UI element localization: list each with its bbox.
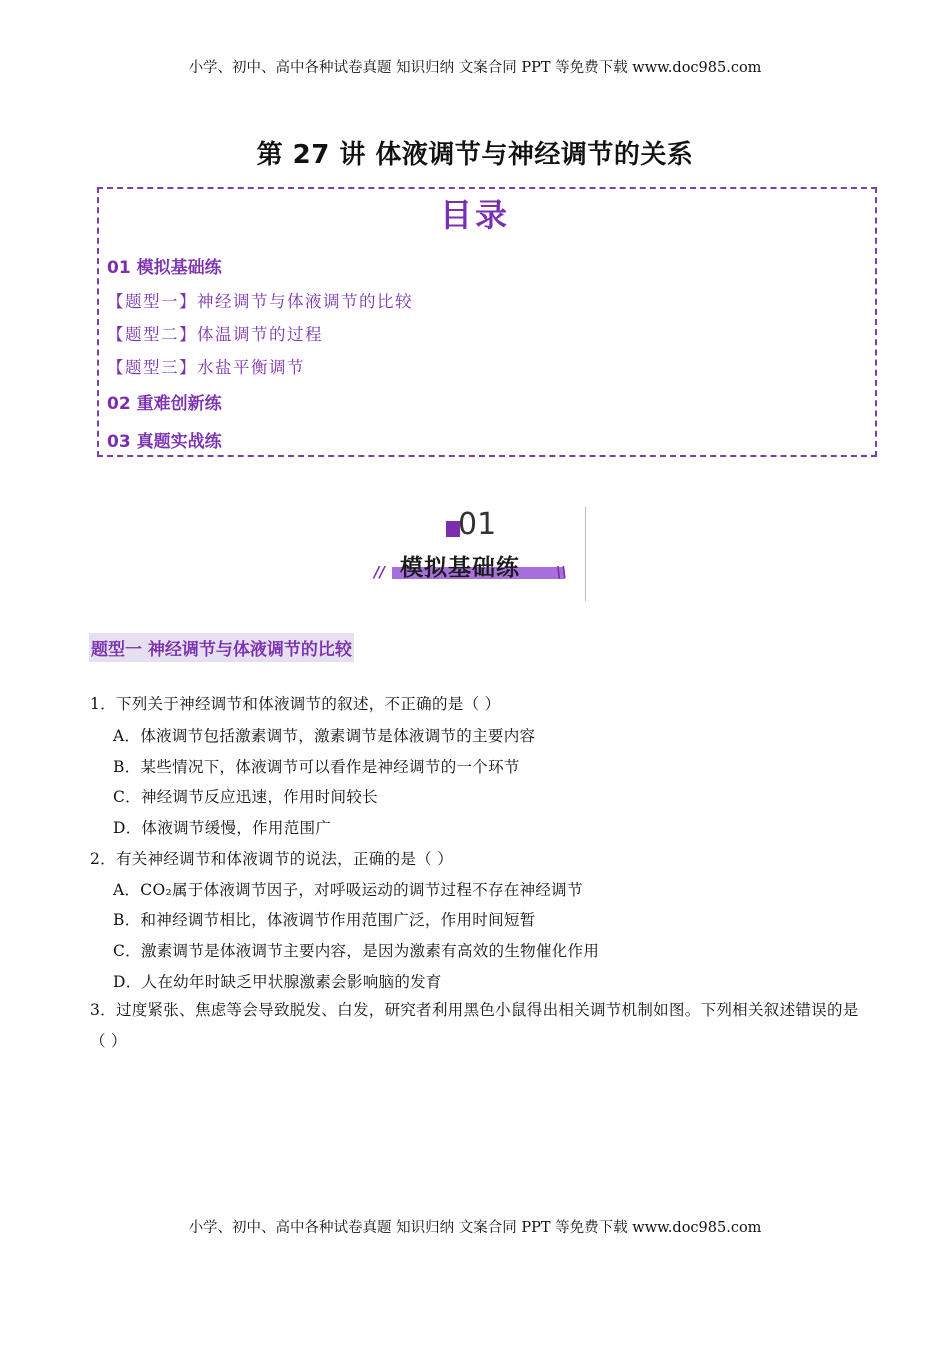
- toc-section-2[interactable]: 02 重难创新练: [107, 394, 222, 414]
- toc-item-type-1[interactable]: 【题型一】神经调节与体液调节的比较: [107, 292, 413, 311]
- question-2-option-a: A．CO₂属于体液调节因子，对呼吸运动的调节过程不存在神经调节: [113, 881, 583, 899]
- banner-number: 01: [458, 507, 497, 542]
- question-2-option-b: B．和神经调节相比，体液调节作用范围广泛，作用时间短暂: [113, 911, 536, 929]
- question-1-option-c: C．神经调节反应迅速，作用时间较长: [113, 788, 378, 806]
- question-1-option-d: D．体液调节缓慢，作用范围广: [113, 819, 332, 837]
- question-1-option-b: B．某些情况下，体液调节可以看作是神经调节的一个环节: [113, 758, 520, 776]
- question-2-stem: 2．有关神经调节和体液调节的说法，正确的是（ ）: [90, 850, 453, 868]
- toc-section-1[interactable]: 01 模拟基础练: [107, 258, 222, 278]
- question-2-option-d: D．人在幼年时缺乏甲状腺激素会影响脑的发育: [113, 973, 442, 991]
- banner-divider: [585, 507, 586, 601]
- question-1-option-a: A．体液调节包括激素调节，激素调节是体液调节的主要内容: [113, 727, 536, 745]
- banner-label: 模拟基础练: [400, 555, 520, 581]
- question-type-heading: 题型一 神经调节与体液调节的比较: [89, 633, 354, 662]
- lecture-title: 第 27 讲 体液调节与神经调节的关系: [256, 140, 694, 170]
- banner-slash-right: \\: [556, 563, 567, 581]
- toc-heading: 目录: [439, 196, 510, 234]
- toc-section-3[interactable]: 03 真题实战练: [107, 432, 222, 452]
- question-3-stem: 3．过度紧张、焦虑等会导致脱发、白发，研究者利用黑色小鼠得出相关调节机制如图。下列相关叙述错误的是（ ）: [90, 1001, 859, 1050]
- page-footer: 小学、初中、高中各种试卷真题 知识归纳 文案合同 PPT 等免费下载 www.doc985.com: [188, 1220, 762, 1236]
- page-header: 小学、初中、高中各种试卷真题 知识归纳 文案合同 PPT 等免费下载 www.doc985.com: [188, 60, 762, 76]
- toc-item-type-3[interactable]: 【题型三】水盐平衡调节: [107, 358, 305, 377]
- section-banner: [370, 505, 590, 605]
- question-1-stem: 1．下列关于神经调节和体液调节的叙述，不正确的是（ ）: [90, 695, 501, 713]
- banner-slash-left: //: [374, 563, 385, 581]
- question-2-option-c: C．激素调节是体液调节主要内容，是因为激素有高效的生物催化作用: [113, 942, 600, 960]
- toc-item-type-2[interactable]: 【题型二】体温调节的过程: [107, 325, 323, 344]
